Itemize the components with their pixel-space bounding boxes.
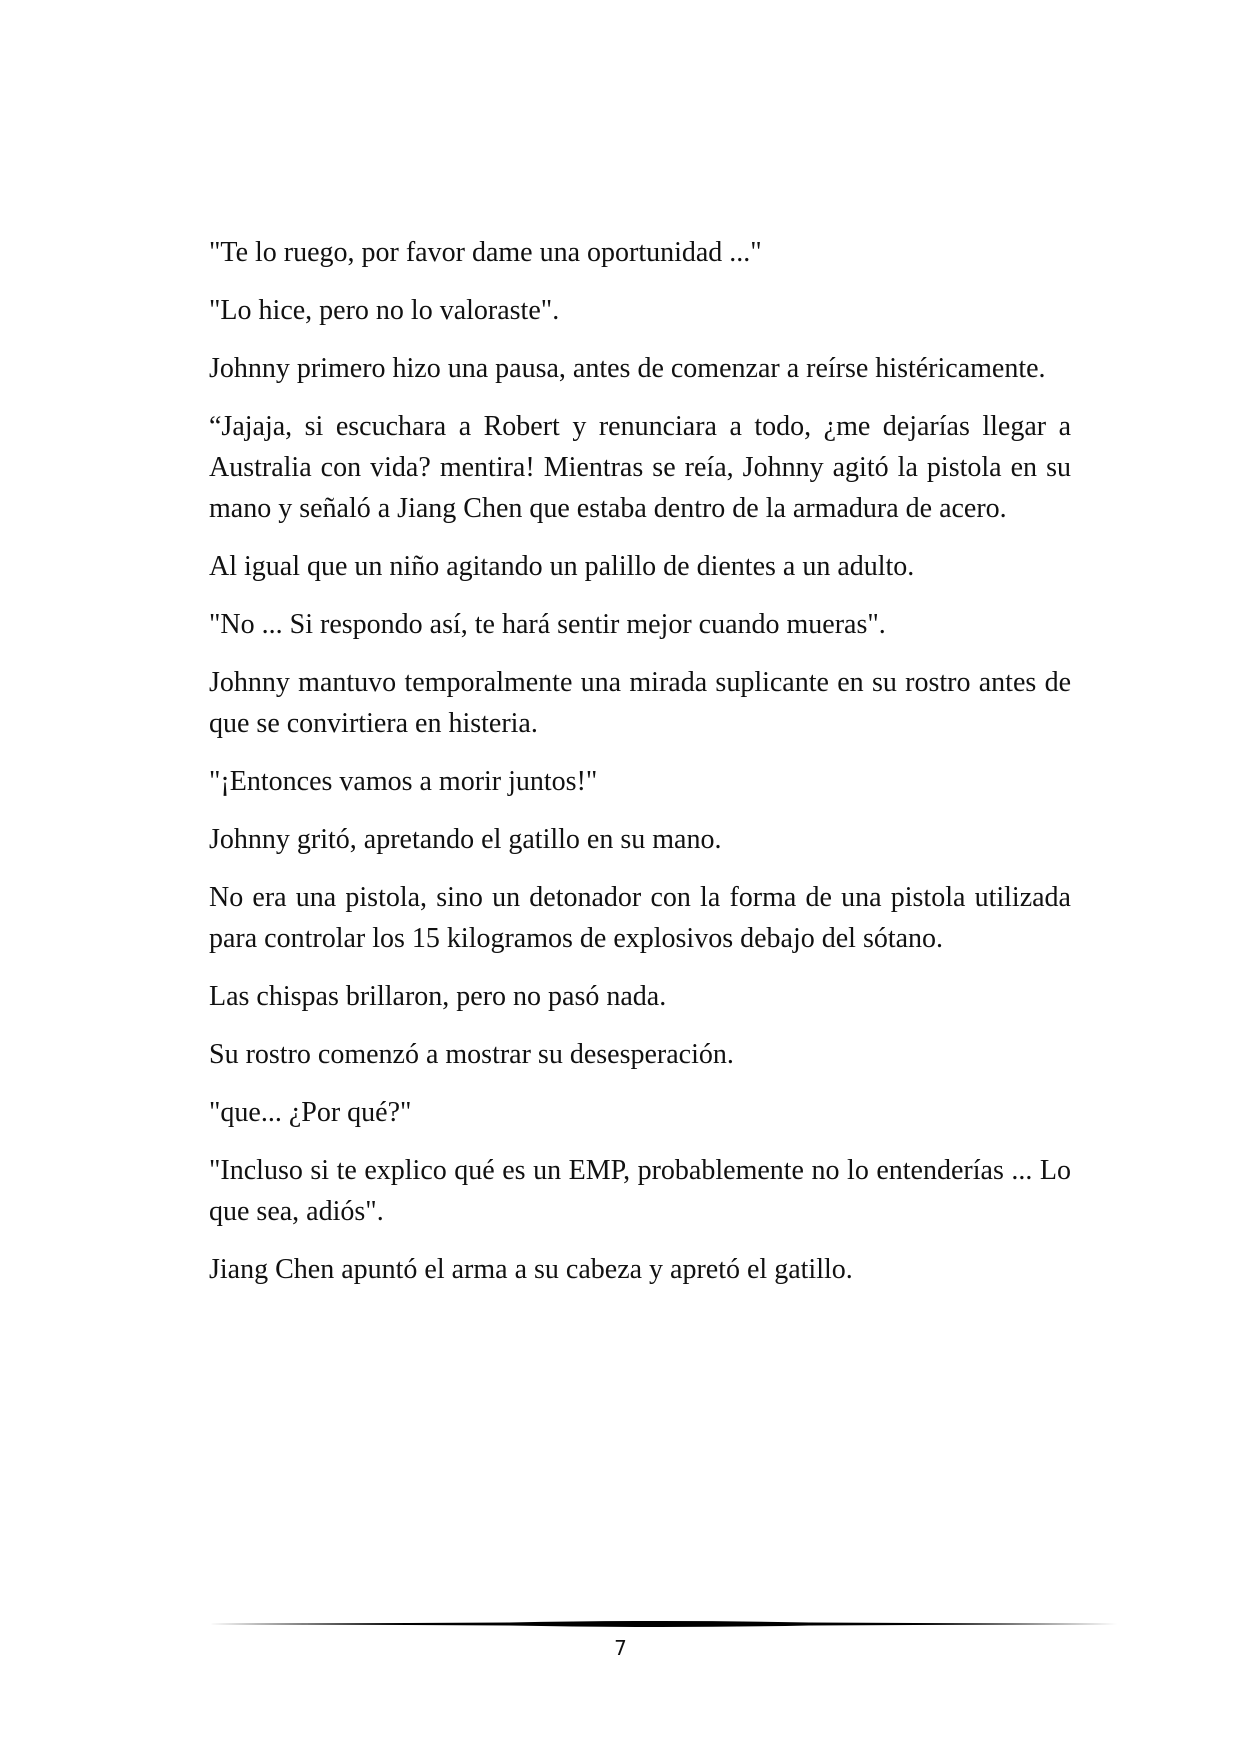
body-text <box>209 232 1071 1307</box>
paragraph: Las chispas brillaron, pero no pasó nada. <box>209 981 667 1012</box>
paragraph: Al igual que un niño agitando un palillo de dientes a un adulto. <box>209 551 915 582</box>
paragraph: "Te lo ruego, por favor dame una oportunidad ..." <box>209 237 762 268</box>
paragraph: "Lo hice, pero no lo valoraste". <box>209 295 560 326</box>
paragraph: “Jajaja, si escuchara a Robert y renunciara a todo, ¿me dejarías llegar a Australia con vida? mentira! Mientras se reía, Johnny agitó la pistola en su mano y señaló a Jiang Chen que estaba dentro de la armadura de acero. <box>209 411 1071 524</box>
paragraph: No era una pistola, sino un detonador con la forma de una pistola utilizada para controlar los 15 kilogramos de explosivos debajo del sótano. <box>209 882 1071 954</box>
footer-divider <box>209 1618 1117 1630</box>
paragraph: Johnny primero hizo una pausa, antes de comenzar a reírse histéricamente. <box>209 353 1046 384</box>
paragraph: "que... ¿Por qué?" <box>209 1097 412 1128</box>
page-number: 7 <box>614 1636 627 1660</box>
paragraph: Johnny mantuvo temporalmente una mirada suplicante en su rostro antes de que se convirtiera en histeria. <box>209 667 1071 739</box>
paragraph: "¡Entonces vamos a morir juntos!" <box>209 766 598 797</box>
paragraph: "Incluso si te explico qué es un EMP, probablemente no lo entenderías ... Lo que sea, adiós". <box>209 1155 1071 1227</box>
paragraph: Su rostro comenzó a mostrar su desesperación. <box>209 1039 734 1070</box>
paragraph: Johnny gritó, apretando el gatillo en su mano. <box>209 824 722 855</box>
paragraph: Jiang Chen apuntó el arma a su cabeza y apretó el gatillo. <box>209 1254 853 1285</box>
paragraph: "No ... Si respondo así, te hará sentir mejor cuando mueras". <box>209 609 886 640</box>
